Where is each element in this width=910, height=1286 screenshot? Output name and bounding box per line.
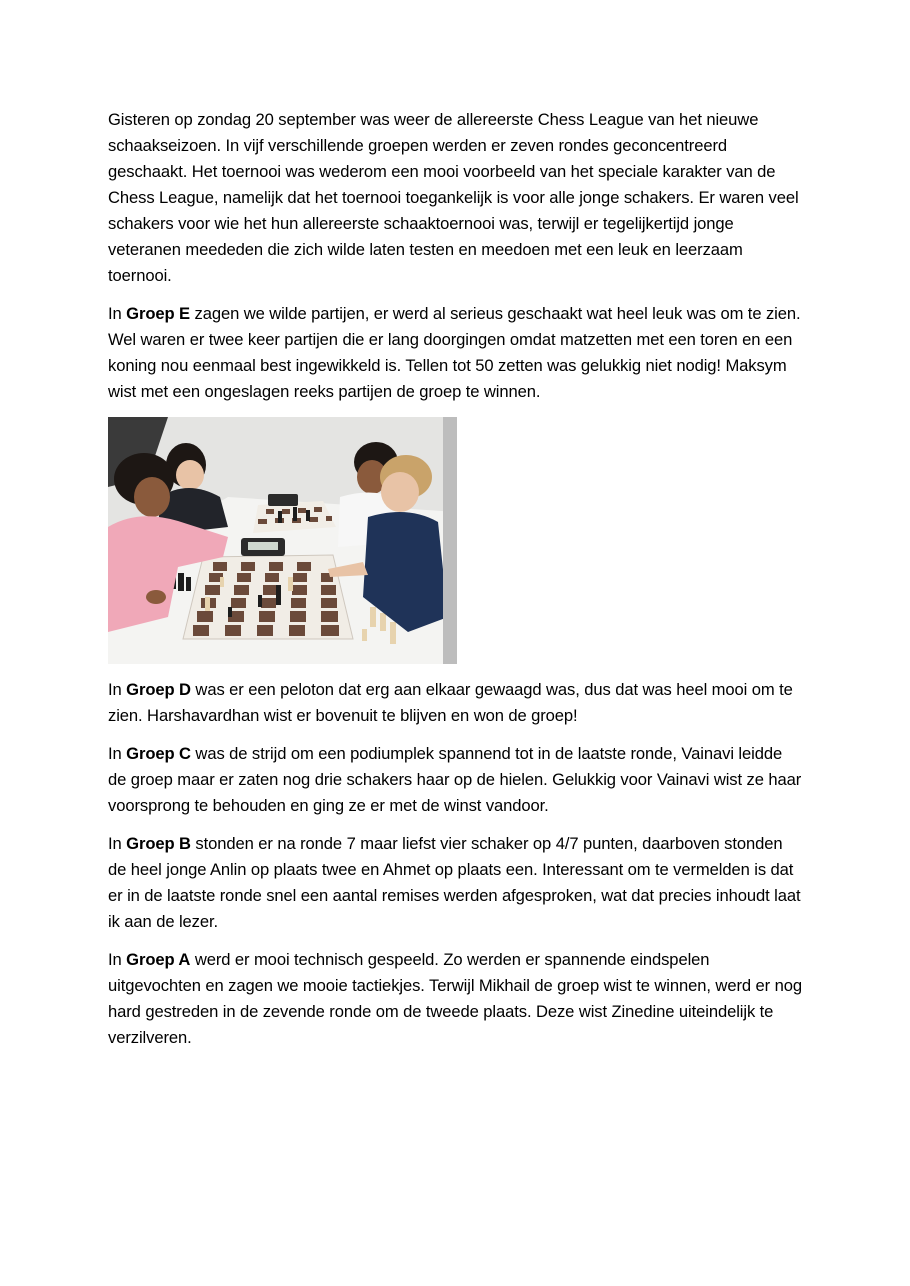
groep-b-paragraph (108, 831, 802, 935)
groep-e-prefix: In (108, 304, 127, 323)
intro-text: Gisteren op zondag 20 september was weer de allereerste Chess League van het nieuwe schaakseizoen. In vijf verschillende groepen werden er zeven rondes geconcentreerd geschaakt. Het toernooi was wederom een mooi voorbeeld van het speciale karakter van de Chess League, namelijk dat het toernooi toegankelijk is voor alle jonge schakers. Er waren veel schakers voor wie het hun allereerste schaaktoernooi was, terwijl er tegelijkertijd jonge veteranen meededen die zich wilde laten testen en meedoen met een leuk en leerzaam toernooi. (108, 110, 799, 285)
chess-photo (108, 417, 457, 664)
groep-e-heading: Groep E (126, 304, 191, 323)
groep-e-text: zagen we wilde partijen, er werd al serieus geschaakt wat heel leuk was om te zien. Wel waren er twee keer partijen die er lang doorgingen omdat matzetten met een toren en een koning nou eenmaal best ingewikkeld is. Tellen tot 50 zetten was gelukkig niet nodig! Maksym wist met een ongeslagen reeks partijen de groep te winnen. (108, 304, 801, 401)
groep-c-heading: Groep C (126, 744, 191, 763)
groep-a-text: werd er mooi technisch gespeeld. Zo werden er spannende eindspelen uitgevochten en zagen we mooie tactiekjes. Terwijl Mikhail de groep wist te winnen, werd er nog hard gestreden in de zevende ronde om de tweede plaats. Deze wist Zinedine uiteindelijk te verzilveren. (108, 950, 802, 1047)
groep-c-paragraph (108, 741, 802, 819)
groep-c-prefix: In (108, 744, 127, 763)
groep-c-text: was de strijd om een podiumplek spannend tot in de laatste ronde, Vainavi leidde de groep maar er zaten nog drie schakers haar op de hielen. Gelukkig voor Vainavi wist ze haar voorsprong te behouden en ging ze er met de winst vandoor. (108, 744, 802, 815)
groep-d-prefix: In (108, 680, 127, 699)
intro-paragraph (108, 107, 802, 289)
groep-b-heading: Groep B (126, 834, 191, 853)
groep-d-paragraph (108, 677, 802, 729)
groep-e-paragraph (108, 301, 802, 405)
groep-a-paragraph (108, 947, 802, 1051)
groep-b-prefix: In (108, 834, 127, 853)
groep-d-heading: Groep D (126, 680, 191, 699)
groep-d-text: was er een peloton dat erg aan elkaar gewaagd was, dus dat was heel mooi om te zien. Harshavardhan wist er bovenuit te blijven en won de groep! (108, 680, 793, 725)
groep-b-text: stonden er na ronde 7 maar liefst vier schaker op 4/7 punten, daarboven stonden de heel jonge Anlin op plaats twee en Ahmet op plaats een. Interessant om te vermelden is dat er in de laatste ronde snel een aantal remises werden afgesproken, wat dat precies inhoudt laat ik aan de lezer. (108, 834, 801, 931)
groep-a-prefix: In (108, 950, 127, 969)
chess-photo-illustration (108, 417, 457, 664)
groep-a-heading: Groep A (126, 950, 191, 969)
